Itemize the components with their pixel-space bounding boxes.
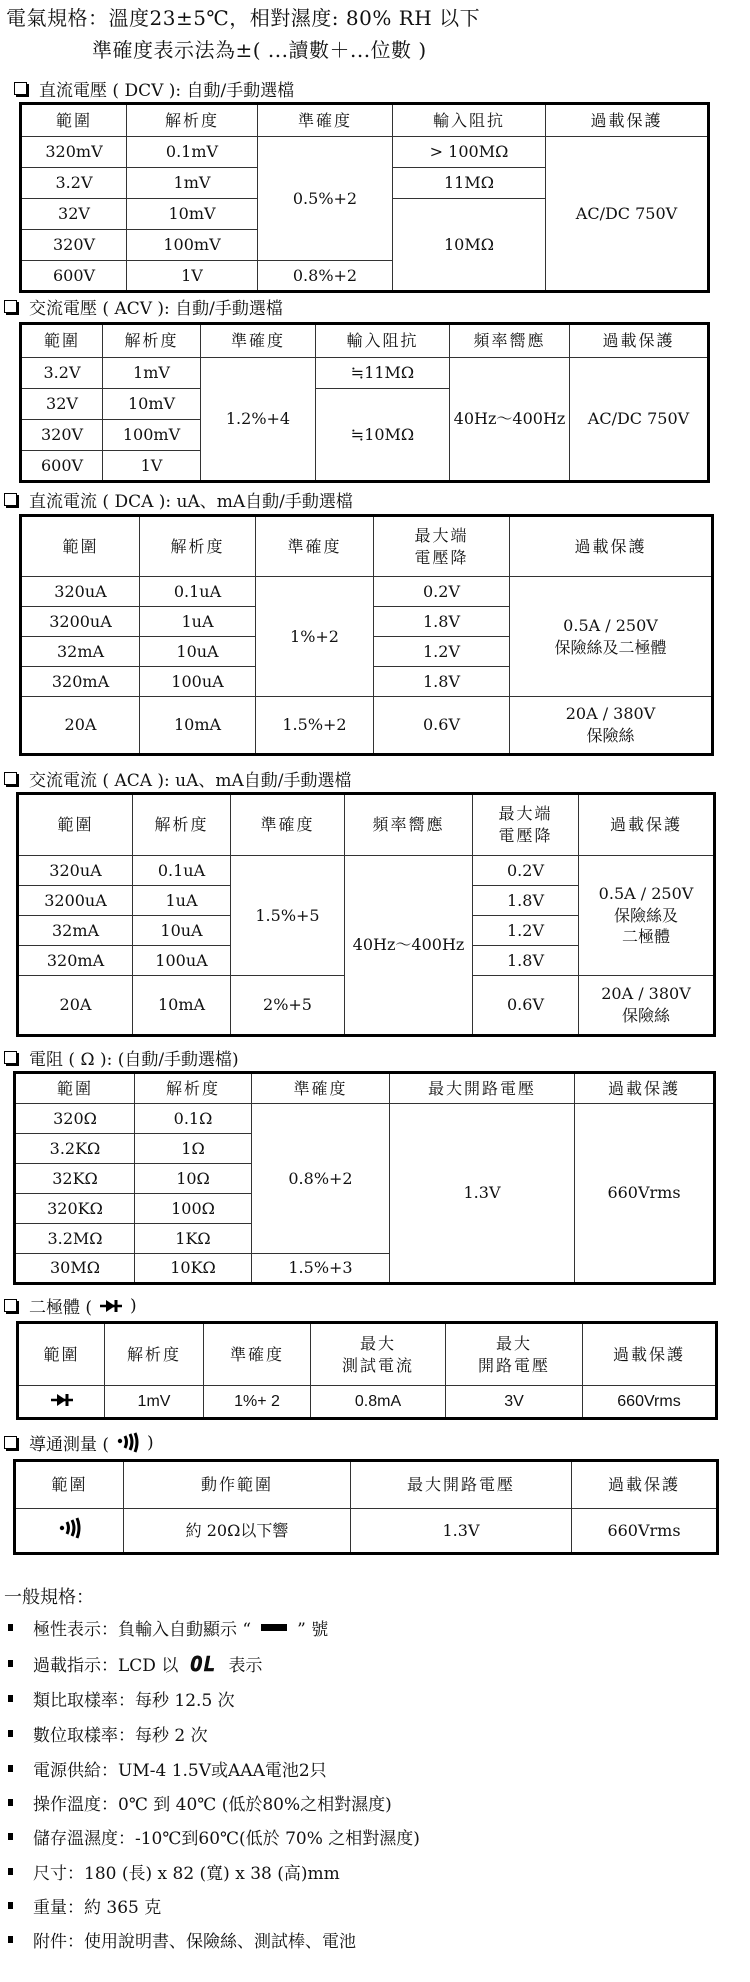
header-cell: 範圍 — [18, 794, 133, 856]
range-cell: 600V — [21, 261, 127, 292]
list-item-text: 電源供給：UM-4 1.5V或AAA電池2只 — [33, 1761, 327, 1781]
header-cell: 最大開路電壓 — [390, 1073, 575, 1104]
resolution-cell: 10KΩ — [135, 1254, 252, 1284]
range-cell: 3.2KΩ — [15, 1134, 135, 1164]
ohm-table — [13, 1071, 716, 1285]
voltage-drop-cell: 1.2V — [473, 916, 579, 946]
range-cell — [18, 1386, 105, 1419]
overload-text: 過載指示：LCD 以 — [33, 1656, 179, 1676]
header-cell: 解析度 — [133, 794, 231, 856]
protection-cell — [579, 976, 715, 1036]
range-cell: 320V — [21, 230, 127, 261]
header-line: 電壓降 — [414, 547, 469, 567]
header-cell: 解析度 — [140, 516, 256, 577]
voltage-drop-cell: 0.2V — [374, 577, 510, 607]
header-cell: 解析度 — [105, 1323, 204, 1386]
frequency-cell: 40Hz～400Hz — [450, 358, 570, 482]
header-cell: 過載保護 — [575, 1073, 715, 1104]
dcv-heading-text: 直流電壓 ( DCV ): 自動/手動選檔 — [39, 81, 295, 101]
range-cell: 32mA — [21, 637, 140, 667]
voltage-drop-cell: 1.8V — [473, 886, 579, 916]
checkbox-icon — [4, 1299, 17, 1312]
diode-heading — [4, 1293, 137, 1318]
range-cell: 320V — [21, 420, 103, 451]
protection-cell: AC/DC 750V — [546, 137, 709, 292]
continuity-heading-text: 導通測量 ( — [29, 1435, 110, 1455]
checkbox-icon — [4, 1436, 17, 1449]
range-cell: 320mV — [21, 137, 127, 168]
resolution-cell: 10mA — [140, 697, 256, 755]
resolution-cell: 1uA — [133, 886, 231, 916]
range-cell: 3200uA — [18, 886, 133, 916]
voltage-drop-cell: 1.8V — [374, 667, 510, 697]
header-cell: 解析度 — [135, 1073, 252, 1104]
general-spec-title: 一般規格： — [4, 1587, 94, 1608]
header-cell: 過載保護 — [570, 324, 709, 358]
bullet-icon — [8, 1868, 13, 1875]
impedance-cell: 11MΩ — [393, 168, 546, 199]
resolution-cell: 1mV — [105, 1386, 204, 1419]
open-voltage-cell: 1.3V — [351, 1509, 572, 1554]
accuracy-cell: 0.5%+2 — [258, 137, 393, 261]
frequency-cell: 40Hz～400Hz — [345, 856, 473, 1036]
range-cell: 20A — [21, 697, 140, 755]
diode-heading-text: 二極體 ( — [29, 1298, 93, 1318]
voltage-drop-cell: 0.6V — [473, 976, 579, 1036]
diode-icon — [50, 1393, 74, 1407]
list-item-text: 尺寸：180 (長) x 82 (寬) x 38 (高)mm — [33, 1864, 340, 1884]
accuracy-cell: 1.5%+5 — [231, 856, 345, 976]
protection-line: 保險絲及二極體 — [554, 637, 667, 657]
header-cell: 範圍 — [15, 1073, 135, 1104]
protection-line: 保險絲 — [621, 1006, 670, 1025]
list-item — [8, 1686, 235, 1711]
protection-line: 20A / 380V — [565, 704, 656, 724]
range-cell: 3.2V — [21, 168, 127, 199]
resolution-cell: 100uA — [133, 946, 231, 976]
accuracy-cell: 2%+5 — [231, 976, 345, 1036]
header-line: 最大 — [495, 1333, 532, 1353]
header-cell: 過載保護 — [572, 1461, 718, 1509]
protection-line: 20A / 380V — [601, 984, 691, 1004]
header-cell-open-voltage — [446, 1323, 583, 1386]
range-cell: 32KΩ — [15, 1164, 135, 1194]
header-cell: 頻率嚮應 — [345, 794, 473, 856]
accuracy-cell: 1.5%+3 — [252, 1254, 390, 1284]
continuity-table — [13, 1459, 719, 1555]
dcv-table — [19, 102, 710, 293]
range-cell: 320KΩ — [15, 1194, 135, 1224]
protection-line: 保險絲及 — [613, 905, 678, 925]
acv-heading-text: 交流電壓 ( ACV ): 自動/手動選檔 — [29, 299, 283, 319]
list-item-text: 附件：使用說明書、保險絲、測試棒、電池 — [33, 1932, 356, 1952]
list-item-text: 數位取樣率：每秒 2 次 — [33, 1726, 208, 1746]
continuity-heading-close: ) — [147, 1432, 154, 1453]
resolution-cell: 10mV — [127, 199, 258, 230]
header-cell: 過載保護 — [510, 516, 713, 577]
range-cell: 32V — [21, 389, 103, 420]
header-cell: 輸入阻抗 — [393, 104, 546, 137]
dcv-heading — [14, 76, 294, 101]
range-cell — [15, 1509, 124, 1554]
list-item — [8, 1859, 340, 1884]
bullet-icon — [8, 1730, 13, 1737]
header-cell: 過載保護 — [579, 794, 715, 856]
checkbox-icon — [4, 1051, 17, 1064]
overload-text-end: 表示 — [228, 1656, 263, 1676]
resolution-cell: 100mV — [103, 420, 201, 451]
header-cell: 準確度 — [258, 104, 393, 137]
ohm-heading-text: 電阻 ( Ω ): (自動/手動選檔) — [29, 1050, 239, 1070]
header-cell: 最大開路電壓 — [351, 1461, 572, 1509]
resolution-cell: 100uA — [140, 667, 256, 697]
open-voltage-cell: 1.3V — [390, 1104, 575, 1284]
resolution-cell: 0.1Ω — [135, 1104, 252, 1134]
range-cell: 320uA — [18, 856, 133, 886]
minus-sign-icon — [261, 1624, 287, 1631]
range-cell: 3200uA — [21, 607, 140, 637]
protection-cell: 660Vrms — [583, 1386, 717, 1419]
checkbox-icon — [14, 82, 27, 95]
header-cell-voltage-drop — [374, 516, 510, 577]
protection-line: 保險絲 — [586, 726, 635, 745]
header-cell: 解析度 — [127, 104, 258, 137]
continuity-heading — [4, 1430, 154, 1455]
header-cell: 準確度 — [204, 1323, 311, 1386]
header-cell: 準確度 — [256, 516, 374, 577]
resolution-cell: 1V — [103, 451, 201, 482]
accuracy-cell: 0.8%+2 — [258, 261, 393, 292]
dca-table — [19, 514, 714, 756]
header-cell: 範圍 — [21, 516, 140, 577]
list-item — [8, 1790, 392, 1815]
list-item — [8, 1721, 208, 1746]
resolution-cell: 1Ω — [135, 1134, 252, 1164]
diode-table — [16, 1321, 718, 1420]
continuity-beeper-icon — [59, 1517, 81, 1539]
aca-heading-text: 交流電流 ( ACA ): uA、mA自動/手動選檔 — [29, 771, 352, 791]
voltage-drop-cell: 1.2V — [374, 637, 510, 667]
resolution-cell: 10mV — [103, 389, 201, 420]
accuracy-notation-line: 準確度表示法為±( ...讀數＋...位數 ) — [92, 38, 427, 62]
checkbox-icon — [4, 493, 17, 506]
bullet-icon — [8, 1765, 13, 1772]
voltage-drop-cell: 0.2V — [473, 856, 579, 886]
resolution-cell: 10Ω — [135, 1164, 252, 1194]
protection-cell: AC/DC 750V — [570, 358, 709, 482]
ohm-heading — [4, 1045, 239, 1070]
aca-heading — [4, 766, 352, 791]
list-item-text: 儲存溫濕度：-10℃到60℃(低於 70% 之相對濕度) — [33, 1829, 420, 1849]
range-cell: 30MΩ — [15, 1254, 135, 1284]
header-cell: 準確度 — [231, 794, 345, 856]
range-cell: 32V — [21, 199, 127, 230]
protection-cell — [510, 577, 713, 697]
accuracy-cell: 0.8%+2 — [252, 1104, 390, 1254]
aca-table — [16, 792, 716, 1037]
diode-heading-close: ) — [130, 1295, 137, 1316]
voltage-drop-cell: 1.8V — [374, 607, 510, 637]
voltage-drop-cell: 0.6V — [374, 697, 510, 755]
checkbox-icon — [4, 300, 17, 313]
header-cell: 頻率嚮應 — [450, 324, 570, 358]
list-item-text: 重量：約 365 克 — [33, 1898, 162, 1918]
header-line: 電壓降 — [498, 826, 553, 845]
resolution-cell: 1KΩ — [135, 1224, 252, 1254]
list-item-text: 類比取樣率：每秒 12.5 次 — [33, 1691, 235, 1711]
acv-table — [19, 322, 710, 483]
bullet-icon — [8, 1660, 13, 1667]
header-line: 最大端 — [414, 525, 469, 545]
header-cell: 輸入阻抗 — [316, 324, 450, 358]
bullet-icon — [8, 1624, 13, 1631]
protection-line: 二極體 — [621, 927, 670, 947]
range-cell: 320uA — [21, 577, 140, 607]
protection-line: 0.5A / 250V — [563, 615, 658, 635]
electrical-spec-line: 電氣規格：溫度23±5℃，相對濕度: 80% RH 以下 — [6, 6, 481, 30]
resolution-cell: 10uA — [133, 916, 231, 946]
impedance-cell: 10MΩ — [393, 199, 546, 292]
action-range-cell: 約 20Ω以下響 — [124, 1509, 351, 1554]
voltage-drop-cell: 1.8V — [473, 946, 579, 976]
header-cell-test-current — [311, 1323, 446, 1386]
header-cell: 範圍 — [18, 1323, 105, 1386]
range-cell: 600V — [21, 451, 103, 482]
impedance-cell: ≒10MΩ — [316, 389, 450, 482]
protection-cell: 660Vrms — [575, 1104, 715, 1284]
dca-heading — [4, 487, 353, 512]
bullet-icon — [8, 1936, 13, 1943]
impedance-cell: > 100MΩ — [393, 137, 546, 168]
dca-heading-text: 直流電流 ( DCA ): uA、mA自動/手動選檔 — [29, 492, 353, 512]
range-cell: 3.2V — [21, 358, 103, 389]
range-cell: 20A — [18, 976, 133, 1036]
list-item — [8, 1927, 356, 1952]
test-current-cell: 0.8mA — [311, 1386, 446, 1419]
resolution-cell: 0.1uA — [140, 577, 256, 607]
header-cell: 範圍 — [21, 324, 103, 358]
bullet-icon — [8, 1695, 13, 1702]
header-line: 最大 — [359, 1333, 396, 1353]
accuracy-cell: 1.2%+4 — [201, 358, 316, 482]
list-item-overload — [8, 1651, 262, 1676]
accuracy-cell: 1.5%+2 — [256, 697, 374, 755]
header-cell: 範圍 — [21, 104, 127, 137]
header-line: 測試電流 — [341, 1355, 414, 1375]
header-cell: 準確度 — [201, 324, 316, 358]
resolution-cell: 100Ω — [135, 1194, 252, 1224]
range-cell: 320mA — [18, 946, 133, 976]
impedance-cell: ≒11MΩ — [316, 358, 450, 389]
range-cell: 32mA — [18, 916, 133, 946]
resolution-cell: 10uA — [140, 637, 256, 667]
acv-heading — [4, 294, 283, 319]
bullet-icon — [8, 1902, 13, 1909]
resolution-cell: 0.1uA — [133, 856, 231, 886]
header-cell: 過載保護 — [583, 1323, 717, 1386]
protection-line: 0.5A / 250V — [598, 884, 694, 904]
header-cell: 範圍 — [15, 1461, 124, 1509]
resolution-cell: 1V — [127, 261, 258, 292]
bullet-icon — [8, 1833, 13, 1840]
range-cell: 320mA — [21, 667, 140, 697]
list-item-text: 操作溫度：0℃ 到 40℃ (低於80%之相對濕度) — [33, 1795, 392, 1815]
accuracy-cell: 1%+ 2 — [204, 1386, 311, 1419]
header-cell: 準確度 — [252, 1073, 390, 1104]
header-cell: 動作範圍 — [124, 1461, 351, 1509]
header-line: 最大端 — [498, 804, 553, 824]
list-item-polarity — [8, 1615, 328, 1640]
header-line: 開路電壓 — [477, 1355, 550, 1375]
resolution-cell: 1uA — [140, 607, 256, 637]
protection-cell — [510, 697, 713, 755]
range-cell: 3.2MΩ — [15, 1224, 135, 1254]
range-cell: 320Ω — [15, 1104, 135, 1134]
resolution-cell: 0.1mV — [127, 137, 258, 168]
resolution-cell: 1mV — [103, 358, 201, 389]
accuracy-cell: 1%+2 — [256, 577, 374, 697]
open-voltage-cell: 3V — [446, 1386, 583, 1419]
diode-icon — [100, 1299, 122, 1313]
header-cell: 過載保護 — [546, 104, 709, 137]
bullet-icon — [8, 1799, 13, 1806]
lcd-ol-icon: OL — [190, 1651, 217, 1676]
resolution-cell: 1mV — [127, 168, 258, 199]
list-item — [8, 1756, 327, 1781]
protection-cell: 660Vrms — [572, 1509, 718, 1554]
header-cell-voltage-drop — [473, 794, 579, 856]
continuity-beeper-icon — [117, 1432, 139, 1454]
list-item — [8, 1824, 420, 1849]
polarity-text-end: ” 號 — [297, 1620, 329, 1640]
list-item — [8, 1893, 161, 1918]
resolution-cell: 100mV — [127, 230, 258, 261]
polarity-text: 極性表示：負輸入自動顯示 “ — [33, 1620, 252, 1640]
protection-cell — [579, 856, 715, 976]
checkbox-icon — [4, 772, 17, 785]
header-cell: 解析度 — [103, 324, 201, 358]
resolution-cell: 10mA — [133, 976, 231, 1036]
